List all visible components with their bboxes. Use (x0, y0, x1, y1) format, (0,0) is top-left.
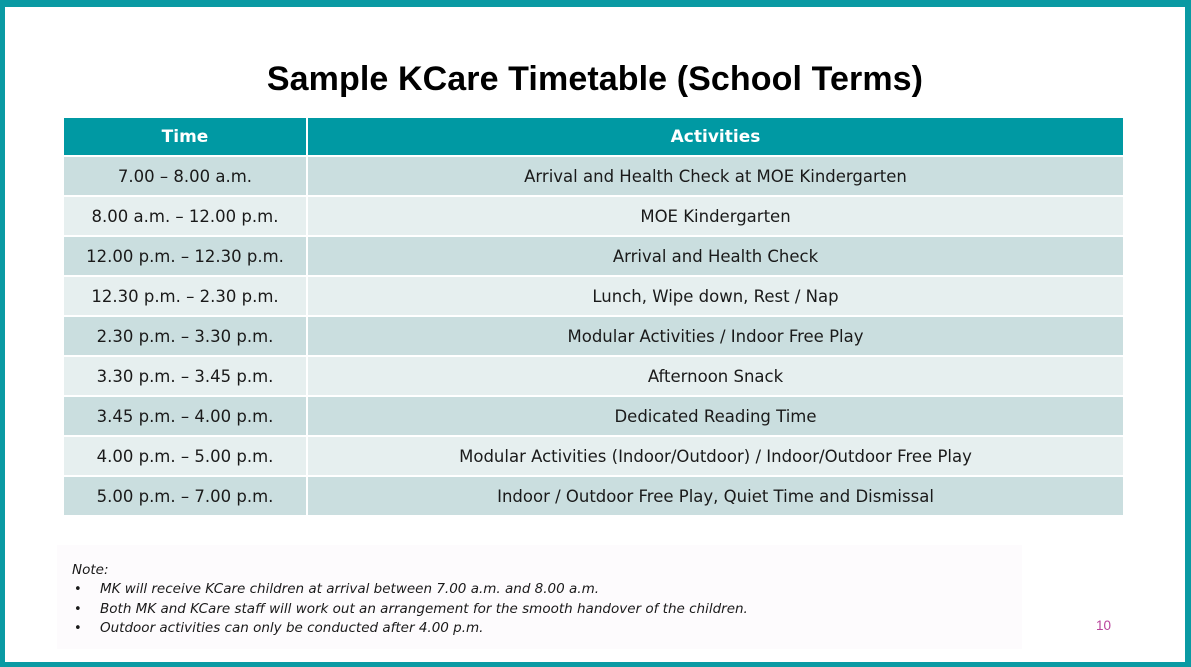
activity-cell: Dedicated Reading Time (307, 396, 1123, 436)
activity-cell: MOE Kindergarten (307, 196, 1123, 236)
table-row (64, 196, 1123, 236)
time-cell: 2.30 p.m. – 3.30 p.m. (64, 316, 307, 356)
slide (5, 7, 1185, 662)
time-cell: 12.00 p.m. – 12.30 p.m. (64, 236, 307, 276)
activity-cell: Afternoon Snack (307, 356, 1123, 396)
bullet-icon: • (74, 582, 82, 597)
bullet-icon: • (74, 601, 82, 617)
column-header-time: Time (64, 118, 307, 156)
table-header-row (64, 118, 1123, 156)
slide-title: Sample KCare Timetable (School Terms) (266, 60, 924, 98)
notes-box (57, 545, 1022, 649)
time-cell: 7.00 – 8.00 a.m. (64, 156, 307, 196)
page-number: 10 (1096, 618, 1112, 633)
time-cell: 5.00 p.m. – 7.00 p.m. (64, 476, 307, 515)
note-text: MK will receive KCare children at arrival between 7.00 a.m. and 8.00 a.m. (100, 581, 600, 597)
note-label: Note: (72, 562, 109, 578)
time-cell: 8.00 a.m. – 12.00 p.m. (64, 196, 307, 236)
note-text: Both MK and KCare staff will work out an arrangement for the smooth handover of the children. (100, 600, 748, 617)
table-row (64, 156, 1123, 196)
bullet-icon: • (74, 621, 82, 636)
table-row (64, 396, 1123, 436)
time-cell: 4.00 p.m. – 5.00 p.m. (64, 436, 307, 476)
activity-cell: Arrival and Health Check (307, 236, 1123, 276)
table-row (64, 316, 1123, 356)
activity-cell: Lunch, Wipe down, Rest / Nap (307, 276, 1123, 316)
time-cell: 3.45 p.m. – 4.00 p.m. (64, 396, 307, 436)
activity-cell: Arrival and Health Check at MOE Kindergarten (307, 156, 1123, 196)
note-text: Outdoor activities can only be conducted after 4.00 p.m. (100, 620, 484, 636)
table-row (64, 356, 1123, 396)
activity-cell: Indoor / Outdoor Free Play, Quiet Time and Dismissal (307, 476, 1123, 515)
table-row (64, 436, 1123, 476)
time-cell: 3.30 p.m. – 3.45 p.m. (64, 356, 307, 396)
activity-cell: Modular Activities (Indoor/Outdoor) / Indoor/Outdoor Free Play (307, 436, 1123, 476)
table-row (64, 236, 1123, 276)
timetable (64, 118, 1123, 515)
table-row (64, 476, 1123, 515)
time-cell: 12.30 p.m. – 2.30 p.m. (64, 276, 307, 316)
activity-cell: Modular Activities / Indoor Free Play (307, 316, 1123, 356)
column-header-activities: Activities (307, 118, 1123, 156)
table-row (64, 276, 1123, 316)
